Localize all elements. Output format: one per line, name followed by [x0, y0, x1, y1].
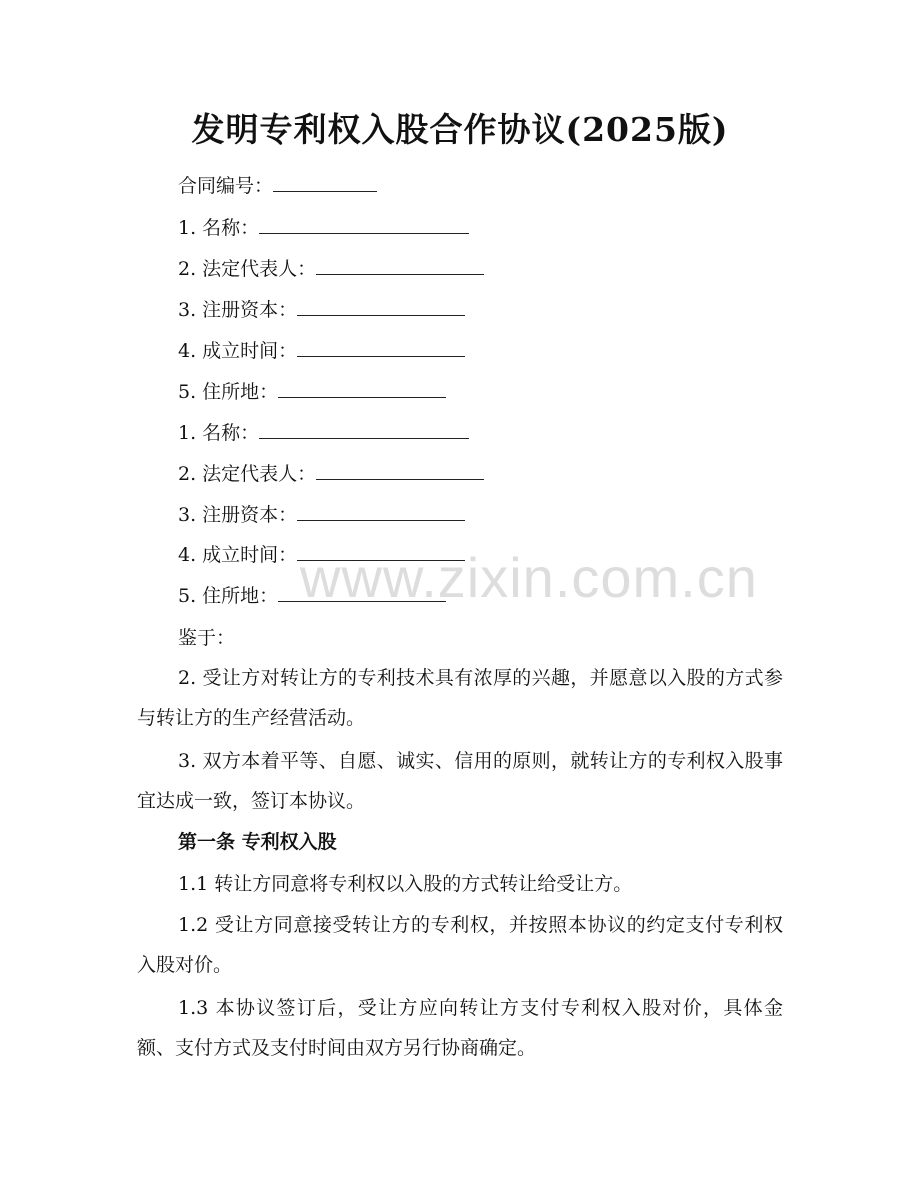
party-a-capital-label: 3. 注册资本：: [178, 299, 298, 321]
contract-number-blank: [273, 173, 377, 192]
clause-1-1: 1.1 转让方同意将专利权以入股的方式转让给受让方。: [178, 873, 633, 895]
party-a-address-label: 5. 住所地：: [178, 381, 279, 403]
contract-number-label: 合同编号：: [178, 175, 274, 197]
party-a-address-line: [178, 378, 446, 406]
article-1-heading: 第一条 专利权入股: [178, 831, 337, 853]
contract-number-line: [178, 172, 377, 200]
party-a-address-blank: [278, 379, 446, 398]
whereas-label: 鉴于：: [178, 627, 236, 649]
party-b-founded-blank: [297, 542, 465, 561]
party-b-name-line: [178, 419, 469, 447]
party-b-name-blank: [259, 420, 469, 439]
whereas-item-3: 3. 双方本着平等、自愿、诚实、信用的原则，就转让方的专利权入股事宜达成一致，签订本协议。: [137, 750, 783, 812]
party-b-capital-label: 3. 注册资本：: [178, 504, 298, 526]
party-a-name-label: 1. 名称：: [178, 217, 260, 239]
party-a-capital-line: [178, 296, 465, 324]
party-a-founded-line: [178, 337, 465, 365]
party-b-rep-label: 2. 法定代表人：: [178, 463, 317, 485]
clause-1-2: 1.2 受让方同意接受转让方的专利权，并按照本协议的约定支付专利权入股对价。: [137, 914, 783, 976]
party-b-founded-line: [178, 541, 465, 569]
clause-1-3: 1.3 本协议签订后，受让方应向转让方支付专利权入股对价，具体金额、支付方式及支付时间由双方另行协商确定。: [137, 997, 783, 1059]
party-b-address-blank: [278, 583, 446, 602]
document-title: 发明专利权入股合作协议(2025版): [191, 110, 729, 149]
party-b-rep-line: [178, 460, 484, 488]
party-b-address-label: 5. 住所地：: [178, 585, 279, 607]
party-a-rep-label: 2. 法定代表人：: [178, 258, 317, 280]
party-a-rep-blank: [316, 256, 484, 275]
party-a-founded-blank: [297, 338, 465, 357]
party-b-rep-blank: [316, 461, 484, 480]
party-b-address-line: [178, 582, 446, 610]
party-b-capital-blank: [297, 502, 465, 521]
party-a-founded-label: 4. 成立时间：: [178, 340, 298, 362]
party-a-rep-line: [178, 255, 484, 283]
party-b-name-label: 1. 名称：: [178, 422, 260, 444]
party-a-capital-blank: [297, 297, 465, 316]
whereas-item-2: 2. 受让方对转让方的专利技术具有浓厚的兴趣，并愿意以入股的方式参与转让方的生产经营活动。: [137, 667, 783, 729]
party-a-name-blank: [259, 215, 469, 234]
party-a-name-line: [178, 214, 469, 242]
watermark: www.zixin.com.cn: [300, 546, 758, 609]
party-b-capital-line: [178, 501, 465, 529]
party-b-founded-label: 4. 成立时间：: [178, 544, 298, 566]
